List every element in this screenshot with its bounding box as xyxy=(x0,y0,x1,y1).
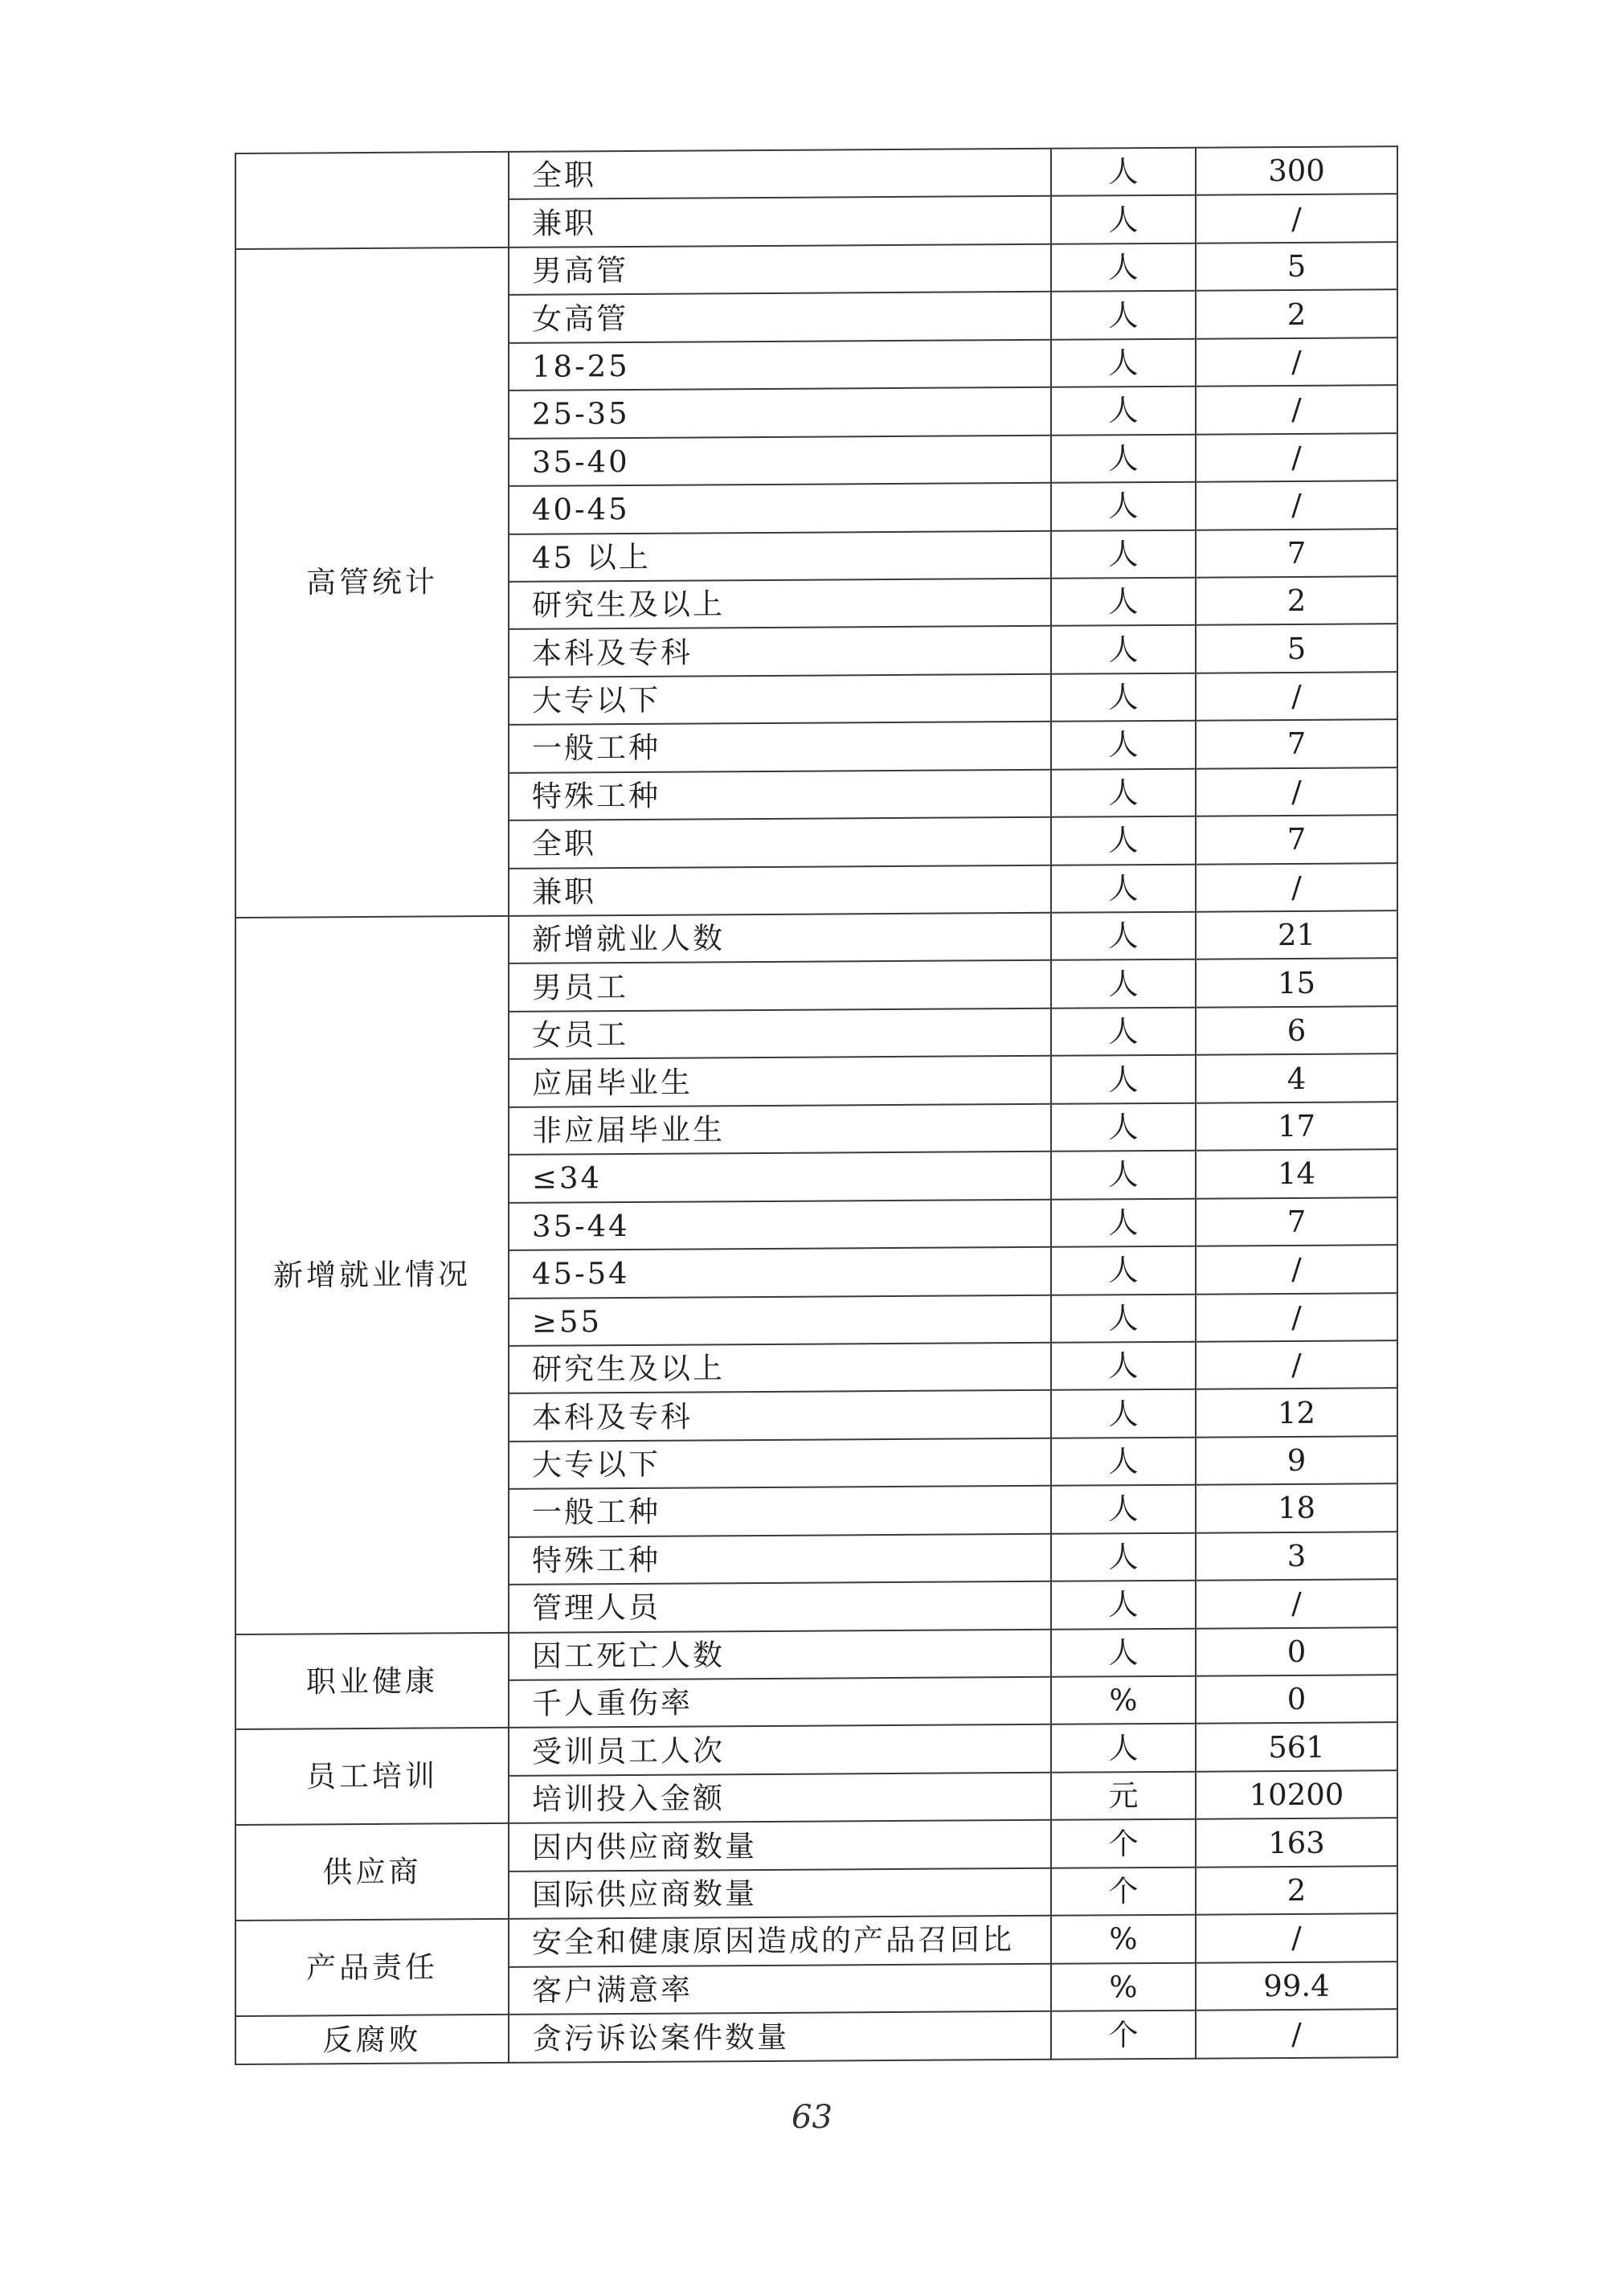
unit-cell: 人 xyxy=(1051,1581,1196,1630)
value-cell: 163 xyxy=(1196,1818,1397,1867)
category-cell: 员工培训 xyxy=(235,1728,509,1825)
page-number: 63 xyxy=(792,2099,832,2136)
unit-cell: 人 xyxy=(1051,1389,1196,1438)
value-cell: / xyxy=(1196,1293,1397,1342)
unit-cell: 人 xyxy=(1051,768,1196,817)
unit-cell: 人 xyxy=(1051,959,1196,1008)
unit-cell: 人 xyxy=(1051,1532,1196,1581)
unit-cell: 人 xyxy=(1051,816,1196,865)
item-cell: 客户满意率 xyxy=(509,1963,1051,2015)
item-cell: 本科及专科 xyxy=(509,626,1051,677)
item-cell: 一般工种 xyxy=(509,1486,1051,1537)
item-cell: 25-35 xyxy=(509,387,1051,439)
value-cell: 7 xyxy=(1196,815,1397,864)
unit-cell: 人 xyxy=(1051,243,1196,292)
item-cell: 大专以下 xyxy=(509,674,1051,726)
value-cell: / xyxy=(1196,767,1397,816)
unit-cell: 人 xyxy=(1051,1628,1196,1677)
item-cell: 18-25 xyxy=(509,340,1051,391)
value-cell: / xyxy=(1196,1913,1397,1962)
value-cell: 5 xyxy=(1196,242,1397,291)
item-cell: ≥55 xyxy=(509,1295,1051,1346)
item-cell: 特殊工种 xyxy=(509,1533,1051,1585)
value-cell: / xyxy=(1196,194,1397,243)
table-row xyxy=(235,910,1397,965)
value-cell: 4 xyxy=(1196,1053,1397,1102)
item-cell: 特殊工种 xyxy=(509,769,1051,820)
item-cell: 男高管 xyxy=(509,244,1051,296)
item-cell: 女高管 xyxy=(509,292,1051,343)
unit-cell: 人 xyxy=(1051,578,1196,627)
item-cell: 新增就业人数 xyxy=(509,913,1051,964)
item-cell: 安全和健康原因造成的产品召回比 xyxy=(509,1916,1051,1967)
unit-cell: 人 xyxy=(1051,530,1196,579)
value-cell: / xyxy=(1196,481,1397,530)
category-cell: 反腐败 xyxy=(235,2015,509,2064)
unit-cell: 人 xyxy=(1051,338,1196,387)
value-cell: / xyxy=(1196,433,1397,482)
item-cell: 35-44 xyxy=(509,1199,1051,1250)
value-cell: 3 xyxy=(1196,1532,1397,1581)
value-cell: 7 xyxy=(1196,529,1397,578)
category-cell: 产品责任 xyxy=(235,1919,509,2016)
value-cell: 17 xyxy=(1196,1102,1397,1151)
item-cell: 千人重伤率 xyxy=(509,1677,1051,1728)
unit-cell: 人 xyxy=(1051,864,1196,913)
item-cell: 全职 xyxy=(509,817,1051,869)
statistics-table-body xyxy=(235,146,1397,2064)
data-table-sheet xyxy=(235,145,1397,2065)
unit-cell: 个 xyxy=(1051,1867,1196,1916)
item-cell: 研究生及以上 xyxy=(509,1343,1051,1394)
unit-cell: 元 xyxy=(1051,1772,1196,1821)
unit-cell: 人 xyxy=(1051,434,1196,483)
item-cell: 兼职 xyxy=(509,865,1051,916)
item-cell: 45-54 xyxy=(509,1247,1051,1299)
value-cell: 7 xyxy=(1196,1197,1397,1246)
table-row xyxy=(235,1913,1397,1968)
unit-cell: 人 xyxy=(1051,1198,1196,1247)
category-cell: 新增就业情况 xyxy=(235,916,509,1634)
unit-cell: 人 xyxy=(1051,673,1196,722)
item-cell: 培训投入金额 xyxy=(509,1773,1051,1824)
unit-cell: 人 xyxy=(1051,482,1196,531)
value-cell: 2 xyxy=(1196,1866,1397,1915)
unit-cell: 人 xyxy=(1051,1342,1196,1391)
item-cell: 非应届毕业生 xyxy=(509,1104,1051,1156)
item-cell: 女员工 xyxy=(509,1008,1051,1060)
value-cell: 2 xyxy=(1196,289,1397,338)
unit-cell: 个 xyxy=(1051,1819,1196,1868)
table-row xyxy=(235,242,1397,297)
item-cell: 管理人员 xyxy=(509,1581,1051,1633)
value-cell: 21 xyxy=(1196,910,1397,959)
category-cell xyxy=(235,152,509,249)
unit-cell: 人 xyxy=(1051,721,1196,770)
item-cell: 全职 xyxy=(509,149,1051,200)
value-cell: / xyxy=(1196,1579,1397,1628)
item-cell: 贪污诉讼案件数量 xyxy=(509,2011,1051,2063)
unit-cell: 人 xyxy=(1051,1055,1196,1104)
item-cell: 大专以下 xyxy=(509,1438,1051,1490)
value-cell: / xyxy=(1196,2009,1397,2058)
item-cell: 因工死亡人数 xyxy=(509,1629,1051,1680)
value-cell: 2 xyxy=(1196,576,1397,625)
unit-cell: 人 xyxy=(1051,195,1196,244)
category-cell: 职业健康 xyxy=(235,1632,509,1729)
item-cell: 应届毕业生 xyxy=(509,1056,1051,1107)
value-cell: / xyxy=(1196,863,1397,912)
unit-cell: % xyxy=(1051,1915,1196,1964)
unit-cell: 人 xyxy=(1051,148,1196,197)
unit-cell: 人 xyxy=(1051,1102,1196,1152)
unit-cell: 人 xyxy=(1051,387,1196,436)
unit-cell: 人 xyxy=(1051,625,1196,674)
table-row xyxy=(235,1818,1397,1872)
item-cell: 因内供应商数量 xyxy=(509,1820,1051,1872)
value-cell: 5 xyxy=(1196,624,1397,673)
value-cell: 6 xyxy=(1196,1006,1397,1055)
value-cell: 300 xyxy=(1196,146,1397,195)
table-row xyxy=(235,1627,1397,1682)
item-cell: 兼职 xyxy=(509,196,1051,248)
item-cell: 一般工种 xyxy=(509,722,1051,773)
item-cell: 研究生及以上 xyxy=(509,579,1051,630)
unit-cell: 个 xyxy=(1051,2011,1196,2060)
value-cell: / xyxy=(1196,672,1397,721)
value-cell: 14 xyxy=(1196,1149,1397,1198)
value-cell: 10200 xyxy=(1196,1770,1397,1819)
unit-cell: 人 xyxy=(1051,291,1196,340)
unit-cell: 人 xyxy=(1051,1485,1196,1534)
value-cell: 0 xyxy=(1196,1675,1397,1724)
category-cell: 供应商 xyxy=(235,1823,509,1921)
item-cell: 40-45 xyxy=(509,483,1051,534)
statistics-table xyxy=(235,145,1398,2065)
item-cell: 35-40 xyxy=(509,435,1051,486)
value-cell: / xyxy=(1196,1340,1397,1389)
unit-cell: % xyxy=(1051,1676,1196,1725)
unit-cell: % xyxy=(1051,1962,1196,2011)
unit-cell: 人 xyxy=(1051,1008,1196,1057)
value-cell: 99.4 xyxy=(1196,1962,1397,2011)
item-cell: 受训员工人次 xyxy=(509,1724,1051,1776)
value-cell: / xyxy=(1196,338,1397,387)
value-cell: / xyxy=(1196,385,1397,434)
table-row xyxy=(235,146,1397,201)
value-cell: 12 xyxy=(1196,1389,1397,1438)
item-cell: ≤34 xyxy=(509,1152,1051,1203)
item-cell: 国际供应商数量 xyxy=(509,1868,1051,1920)
value-cell: 0 xyxy=(1196,1627,1397,1676)
value-cell: 18 xyxy=(1196,1483,1397,1532)
unit-cell: 人 xyxy=(1051,912,1196,961)
item-cell: 男员工 xyxy=(509,960,1051,1012)
unit-cell: 人 xyxy=(1051,1246,1196,1295)
category-cell: 高管统计 xyxy=(235,248,509,918)
value-cell: 7 xyxy=(1196,719,1397,768)
unit-cell: 人 xyxy=(1051,1151,1196,1200)
table-row xyxy=(235,1723,1397,1778)
value-cell: / xyxy=(1196,1245,1397,1294)
table-row xyxy=(235,2009,1397,2064)
unit-cell: 人 xyxy=(1051,1294,1196,1343)
item-cell: 本科及专科 xyxy=(509,1390,1051,1442)
unit-cell: 人 xyxy=(1051,1724,1196,1773)
value-cell: 9 xyxy=(1196,1436,1397,1485)
unit-cell: 人 xyxy=(1051,1438,1196,1487)
value-cell: 561 xyxy=(1196,1723,1397,1772)
value-cell: 15 xyxy=(1196,959,1397,1008)
item-cell: 45 以上 xyxy=(509,530,1051,582)
